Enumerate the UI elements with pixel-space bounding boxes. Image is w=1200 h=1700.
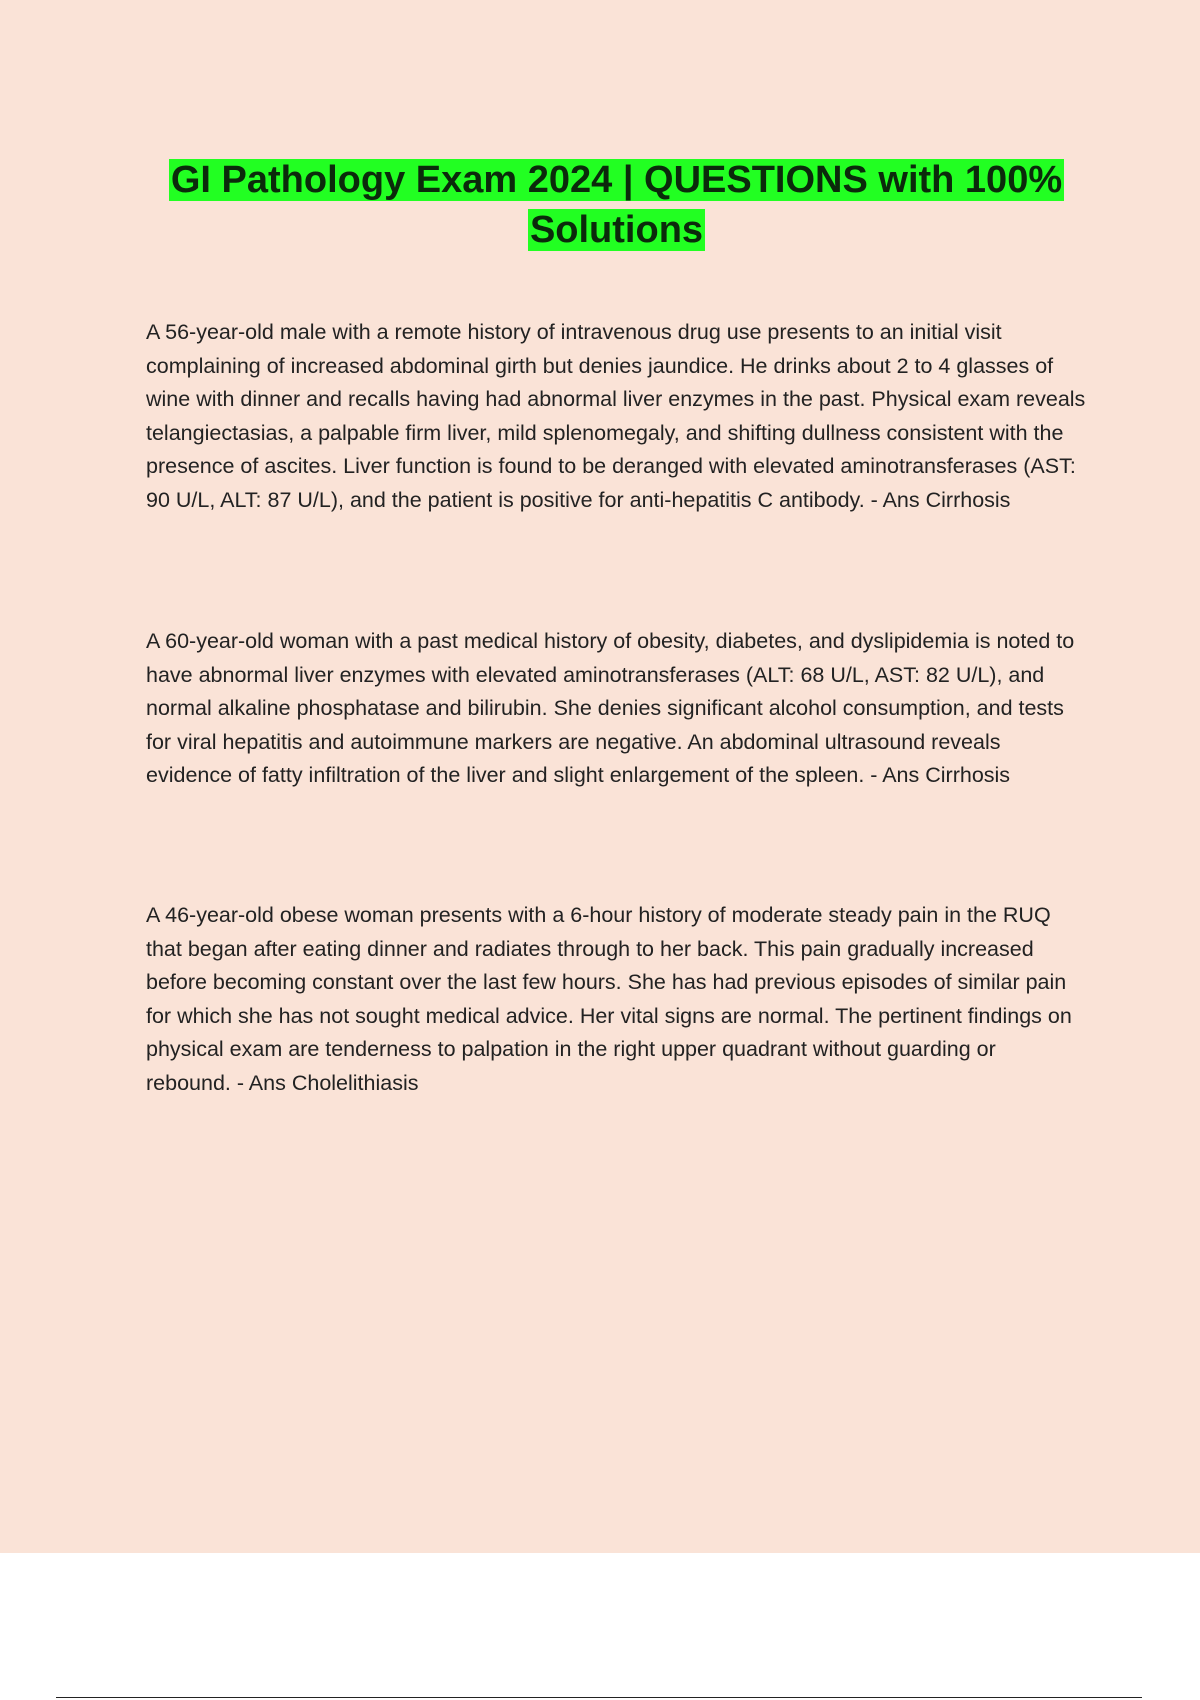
footer-divider bbox=[56, 1697, 1142, 1698]
question-3-text: A 46-year-old obese woman presents with a 6-hour history of moderate steady pain in the RUQ that began after eating dinner and radiates through to her back. This pain gradually increased before becoming constant over the last few hours. She has had previous episodes of similar pain for which she has not sought medical advice. Her vital signs are normal. The pertinent findings on physical exam are tenderness to palpation in the right upper quadrant without guarding or rebound. bbox=[146, 903, 1072, 1095]
question-1-answer: - Ans Cirrhosis bbox=[864, 487, 1011, 512]
question-2-text: A 60-year-old woman with a past medical history of obesity, diabetes, and dyslipidemia is noted to have abnormal liver enzymes with elevated aminotransferases (ALT: 68 U/L, AST: 82 U/L), and normal alkaline phosphatase and bilirubin. She denies significant alcohol consumption, and tests for viral hepatitis and autoimmune markers are negative. An abdominal ultrasound reveals evidence of fatty infiltration of the liver and slight enlargement of the spleen. bbox=[146, 629, 1075, 787]
title-line-1: GI Pathology Exam 2024 | QUESTIONS with 100% bbox=[170, 159, 1063, 201]
question-3-answer: - Ans Cholelithiasis bbox=[230, 1070, 419, 1095]
title-line-2: Solutions bbox=[529, 209, 704, 251]
question-3 bbox=[146, 899, 1086, 1100]
question-2 bbox=[146, 625, 1086, 793]
question-1 bbox=[146, 316, 1086, 517]
question-2-answer: - Ans Cirrhosis bbox=[864, 763, 1011, 787]
question-1-text: A 56-year-old male with a remote history of intravenous drug use presents to an initial visit complaining of increased abdominal girth but denies jaundice. He drinks about 2 to 4 glasses of wine with dinner and recalls having had abnormal liver enzymes in the past. Physical exam reveals telangiectasias, a palpable firm liver, mild splenomegaly, and shifting dullness consistent with the presence of ascites. Liver function is found to be deranged with elevated aminotransferases (AST: 90 U/L, ALT: 87 U/L), and the patient is positive for anti-hepatitis C antibody. bbox=[146, 320, 1086, 512]
document-title bbox=[120, 155, 1113, 255]
